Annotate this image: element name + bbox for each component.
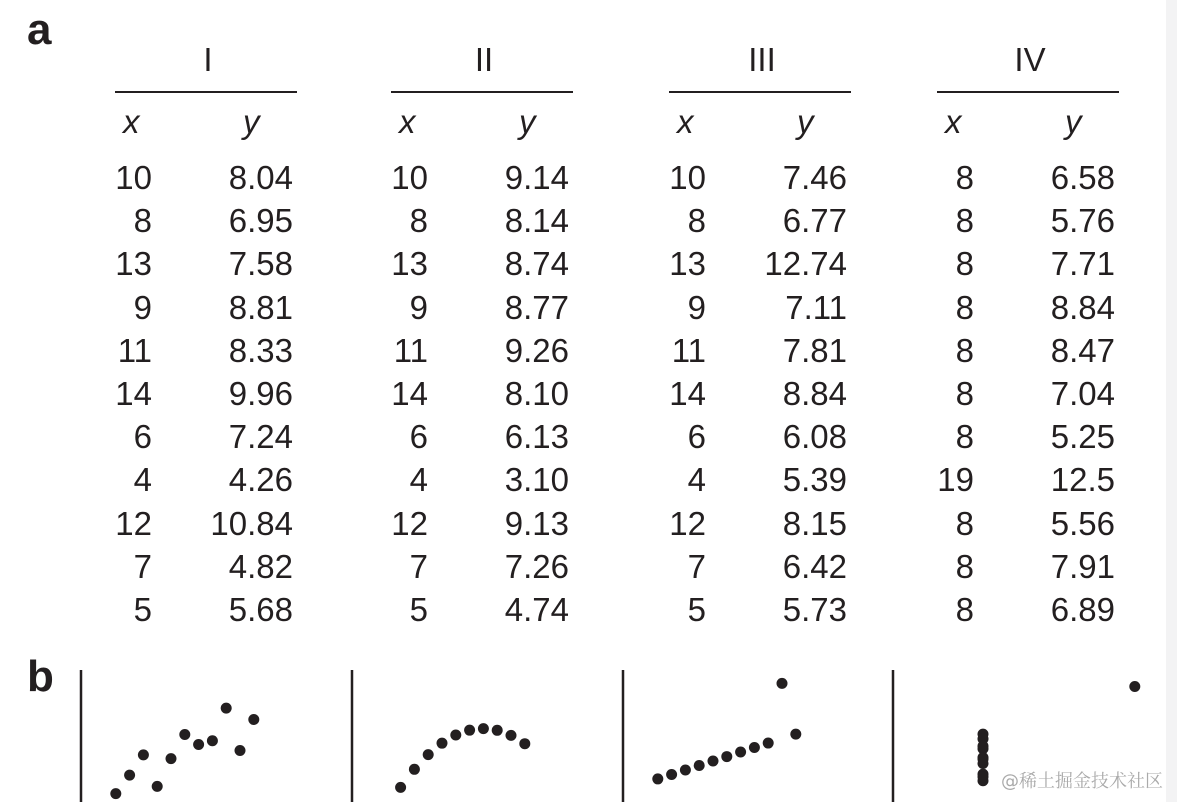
scatter-point <box>437 738 448 749</box>
x-column-header: x <box>123 103 140 140</box>
scatter-point <box>450 729 461 740</box>
y-value: 9.14 <box>504 159 569 196</box>
x-value: 6 <box>687 418 706 456</box>
y-value: 7.04 <box>1050 374 1115 412</box>
x-value: 14 <box>115 374 152 412</box>
x-value: 11 <box>393 331 428 369</box>
y-value: 7.46 <box>782 159 847 196</box>
x-value: 13 <box>115 245 152 283</box>
x-value: 6 <box>409 418 428 456</box>
y-value: 7.24 <box>228 418 293 456</box>
scatter-point <box>248 714 259 725</box>
dataset-title: I <box>203 41 213 78</box>
y-value: 8.10 <box>504 374 569 412</box>
x-value: 5 <box>409 590 428 628</box>
y-value: 5.76 <box>1050 202 1115 240</box>
scatter-point <box>506 730 517 741</box>
y-value: 7.91 <box>1050 547 1115 585</box>
x-value: 8 <box>955 331 974 369</box>
scatter-point <box>721 751 732 762</box>
x-value: 8 <box>955 590 974 628</box>
x-value: 10 <box>391 159 428 196</box>
y-value: 7.71 <box>1050 245 1115 283</box>
x-value: 4 <box>133 461 152 499</box>
x-value: 14 <box>669 374 706 412</box>
x-value: 19 <box>937 461 974 499</box>
x-value: 9 <box>133 288 152 326</box>
y-value: 6.08 <box>782 418 847 456</box>
y-value: 8.74 <box>504 245 569 283</box>
dataset-title: IV <box>1014 41 1046 78</box>
y-value: 4.26 <box>228 461 293 499</box>
y-value: 4.74 <box>504 590 569 628</box>
y-value: 5.68 <box>228 590 293 628</box>
scatter-point <box>193 739 204 750</box>
scatter-point <box>735 747 746 758</box>
scatter-point <box>1129 681 1140 692</box>
y-value: 5.73 <box>782 590 847 628</box>
y-value: 9.26 <box>504 331 569 369</box>
x-value: 6 <box>133 418 152 456</box>
x-value: 8 <box>955 159 974 196</box>
scatter-point <box>978 754 989 765</box>
dataset-title: II <box>474 41 494 78</box>
scatter-point <box>519 738 530 749</box>
scatter-point <box>166 753 177 764</box>
y-value: 6.89 <box>1050 590 1115 628</box>
scatter-point <box>708 755 719 766</box>
scatter-point <box>749 742 760 753</box>
scatter-point <box>652 773 663 784</box>
y-value: 7.58 <box>228 245 293 283</box>
y-value: 6.42 <box>782 547 847 585</box>
x-value: 11 <box>671 331 706 369</box>
y-value: 12.5 <box>1050 461 1115 499</box>
y-value: 6.58 <box>1050 159 1115 196</box>
scatter-point <box>207 735 218 746</box>
y-column-header: y <box>519 103 536 140</box>
y-value: 8.33 <box>228 331 293 369</box>
panel-b-label: b <box>27 652 54 701</box>
scatter-point <box>790 729 801 740</box>
y-value: 5.56 <box>1050 504 1115 542</box>
scatter-point <box>235 745 246 756</box>
scatter-point <box>666 769 677 780</box>
y-value: 8.77 <box>504 288 569 326</box>
scatter-point <box>110 788 121 799</box>
scatter-panel-2 <box>352 670 530 802</box>
panel-a-label: a <box>27 5 52 54</box>
y-value: 8.84 <box>1050 288 1115 326</box>
scatter-point <box>694 760 705 771</box>
scatter-panel-3 <box>623 670 801 802</box>
y-value: 8.04 <box>228 159 293 196</box>
x-value: 8 <box>955 504 974 542</box>
y-column-header: y <box>243 103 260 140</box>
y-value: 10.84 <box>210 504 293 542</box>
y-value: 6.13 <box>504 418 569 456</box>
y-value: 12.74 <box>764 245 847 283</box>
y-value: 7.26 <box>504 547 569 585</box>
x-value: 8 <box>955 202 974 240</box>
x-value: 4 <box>409 461 428 499</box>
x-value: 4 <box>687 461 706 499</box>
x-value: 8 <box>409 202 428 240</box>
x-column-header: x <box>399 103 416 140</box>
scatter-panel-1 <box>81 670 259 802</box>
scatter-point <box>478 723 489 734</box>
x-value: 11 <box>117 331 152 369</box>
scatter-point <box>464 725 475 736</box>
x-value: 7 <box>687 547 706 585</box>
scatter-point <box>492 725 503 736</box>
scatter-point <box>978 771 989 782</box>
watermark: @稀土掘金技术社区 <box>1001 771 1163 792</box>
y-value: 8.47 <box>1050 331 1115 369</box>
y-value: 8.84 <box>782 374 847 412</box>
y-value: 8.14 <box>504 202 569 240</box>
x-value: 5 <box>687 590 706 628</box>
scatter-point <box>423 749 434 760</box>
x-value: 8 <box>133 202 152 240</box>
x-value: 12 <box>391 504 428 542</box>
x-value: 9 <box>409 288 428 326</box>
x-value: 13 <box>391 245 428 283</box>
scatter-point <box>395 782 406 793</box>
x-value: 10 <box>115 159 152 196</box>
x-value: 8 <box>687 202 706 240</box>
scatter-point <box>978 741 989 752</box>
x-value: 9 <box>687 288 706 326</box>
y-value: 9.96 <box>228 374 293 412</box>
y-value: 5.25 <box>1050 418 1115 456</box>
x-value: 7 <box>133 547 152 585</box>
x-value: 8 <box>955 547 974 585</box>
x-value: 5 <box>133 590 152 628</box>
x-value: 8 <box>955 245 974 283</box>
scatter-point <box>124 770 135 781</box>
scatter-point <box>179 729 190 740</box>
y-value: 8.81 <box>228 288 293 326</box>
x-value: 8 <box>955 288 974 326</box>
scatter-point <box>138 749 149 760</box>
x-value: 8 <box>955 418 974 456</box>
y-value: 9.13 <box>504 504 569 542</box>
y-value: 5.39 <box>782 461 847 499</box>
scatter-point <box>152 781 163 792</box>
y-value: 7.81 <box>782 331 847 369</box>
scatter-point <box>409 764 420 775</box>
x-value: 12 <box>669 504 706 542</box>
y-value: 8.15 <box>782 504 847 542</box>
x-column-header: x <box>945 103 962 140</box>
y-column-header: y <box>1065 103 1082 140</box>
y-value: 3.10 <box>504 461 569 499</box>
scatter-point <box>763 738 774 749</box>
scatter-point <box>221 703 232 714</box>
x-value: 13 <box>669 245 706 283</box>
y-value: 7.11 <box>785 288 847 326</box>
x-value: 12 <box>115 504 152 542</box>
y-value: 4.82 <box>228 547 293 585</box>
x-value: 7 <box>409 547 428 585</box>
x-value: 8 <box>955 374 974 412</box>
x-value: 14 <box>391 374 428 412</box>
x-value: 10 <box>669 159 706 196</box>
y-value: 6.77 <box>782 202 847 240</box>
y-value: 6.95 <box>228 202 293 240</box>
y-column-header: y <box>797 103 814 140</box>
dataset-title: III <box>748 41 776 78</box>
scatter-point <box>680 764 691 775</box>
scatter-point <box>777 678 788 689</box>
x-column-header: x <box>677 103 694 140</box>
